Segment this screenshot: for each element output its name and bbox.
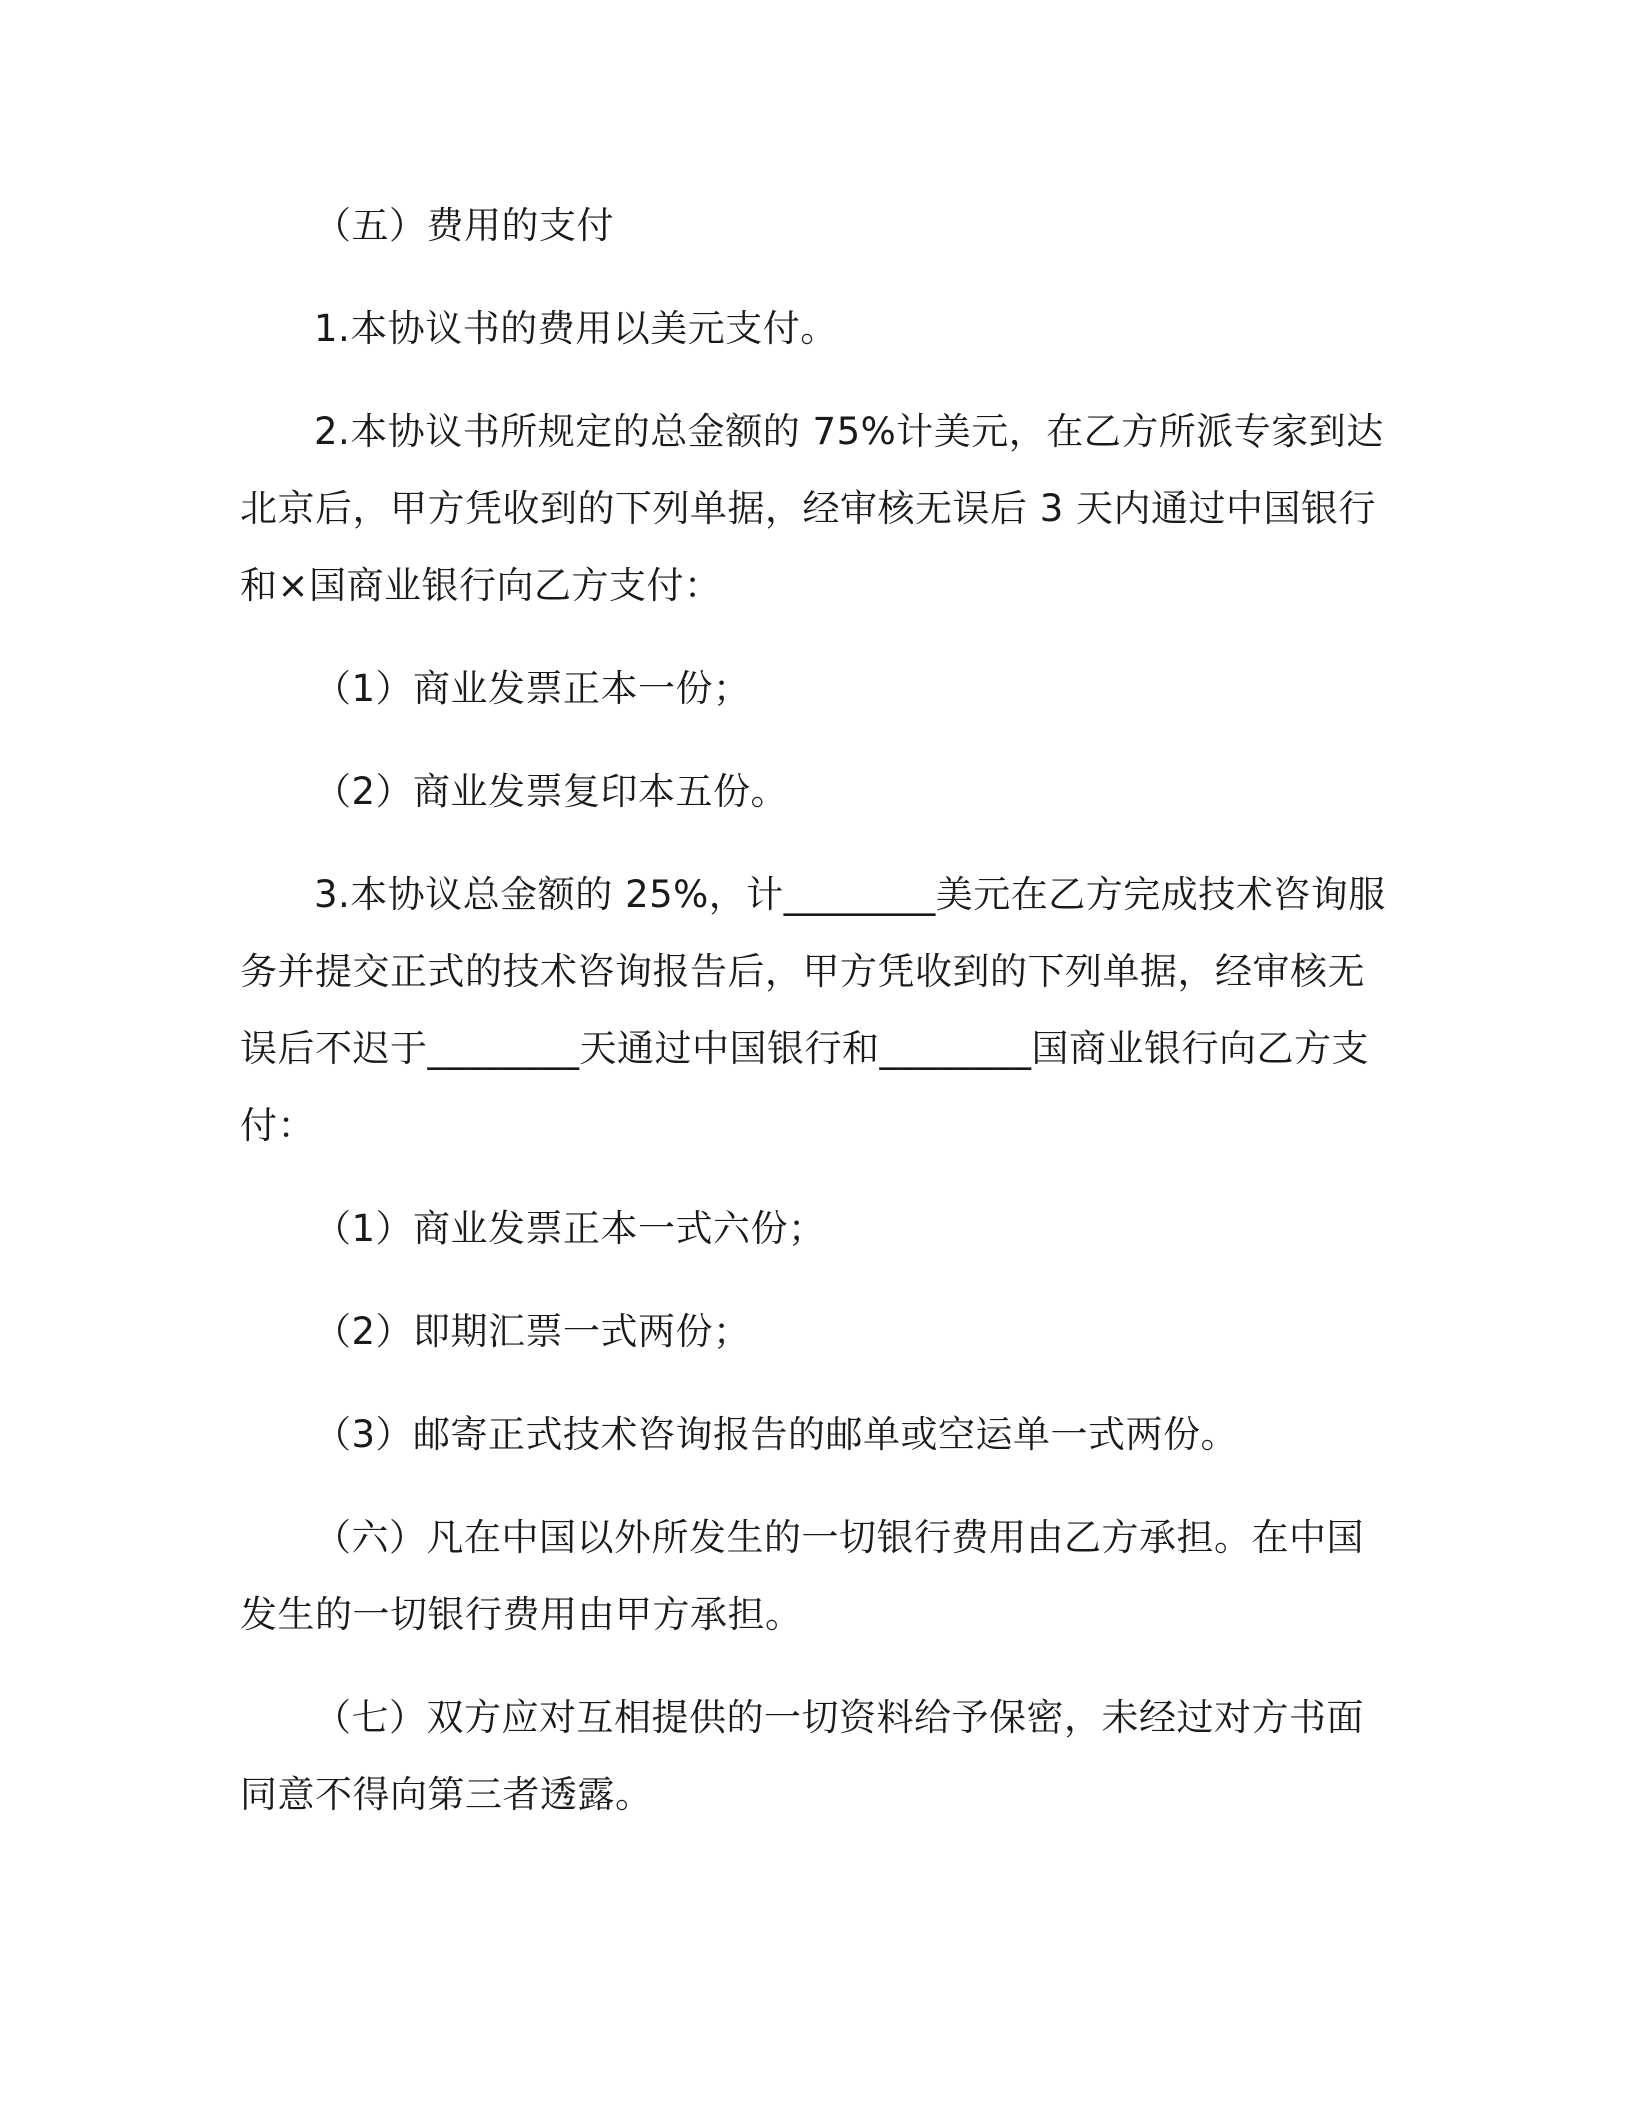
section-heading-payment: （五）费用的支付 [314,204,614,247]
paragraph-gap [240,264,1392,290]
clause-3-item-1: （1）商业发票正本一式六份； [314,1207,826,1250]
paragraph-gap [240,1370,1392,1396]
clause-2-item-2: （2）商业发票复印本五份。 [314,770,789,813]
clause-3: 3.本协议总金额的 25%，计________美元在乙方完成技术咨询服务并提交正式的技术咨询报告后，甲方凭收到的下列单据，经审核无误后不迟于________天通过中国银行和________国商业银行向乙方支付： [240,873,1386,1147]
section-six-bank-fees: （六）凡在中国以外所发生的一切银行费用由乙方承担。在中国发生的一切银行费用由甲方承担。 [240,1516,1364,1636]
clause-2-item-1: （1）商业发票正本一份； [314,667,751,710]
paragraph-gap [240,1653,1392,1679]
paragraph-gap [240,727,1392,753]
paragraph-gap [240,367,1392,393]
clause-3-item-2: （2）即期汇票一式两份； [314,1310,751,1353]
paragraph-gap [240,830,1392,856]
paragraph-gap [240,1267,1392,1293]
clause-2: 2.本协议书所规定的总金额的 75%计美元，在乙方所派专家到达北京后，甲方凭收到的下列单据，经审核无误后 3 天内通过中国银行和×国商业银行向乙方支付： [240,410,1384,607]
clause-3-item-3: （3）邮寄正式技术咨询报告的邮单或空运单一式两份。 [314,1413,1239,1456]
section-seven-confidentiality: （七）双方应对互相提供的一切资料给予保密，未经过对方书面同意不得向第三者透露。 [240,1696,1364,1816]
clause-1: 1.本协议书的费用以美元支付。 [314,307,838,350]
paragraph-gap [240,1473,1392,1499]
paragraph-gap [240,624,1392,650]
paragraph-gap [240,1164,1392,1190]
document-body [240,187,1392,1833]
